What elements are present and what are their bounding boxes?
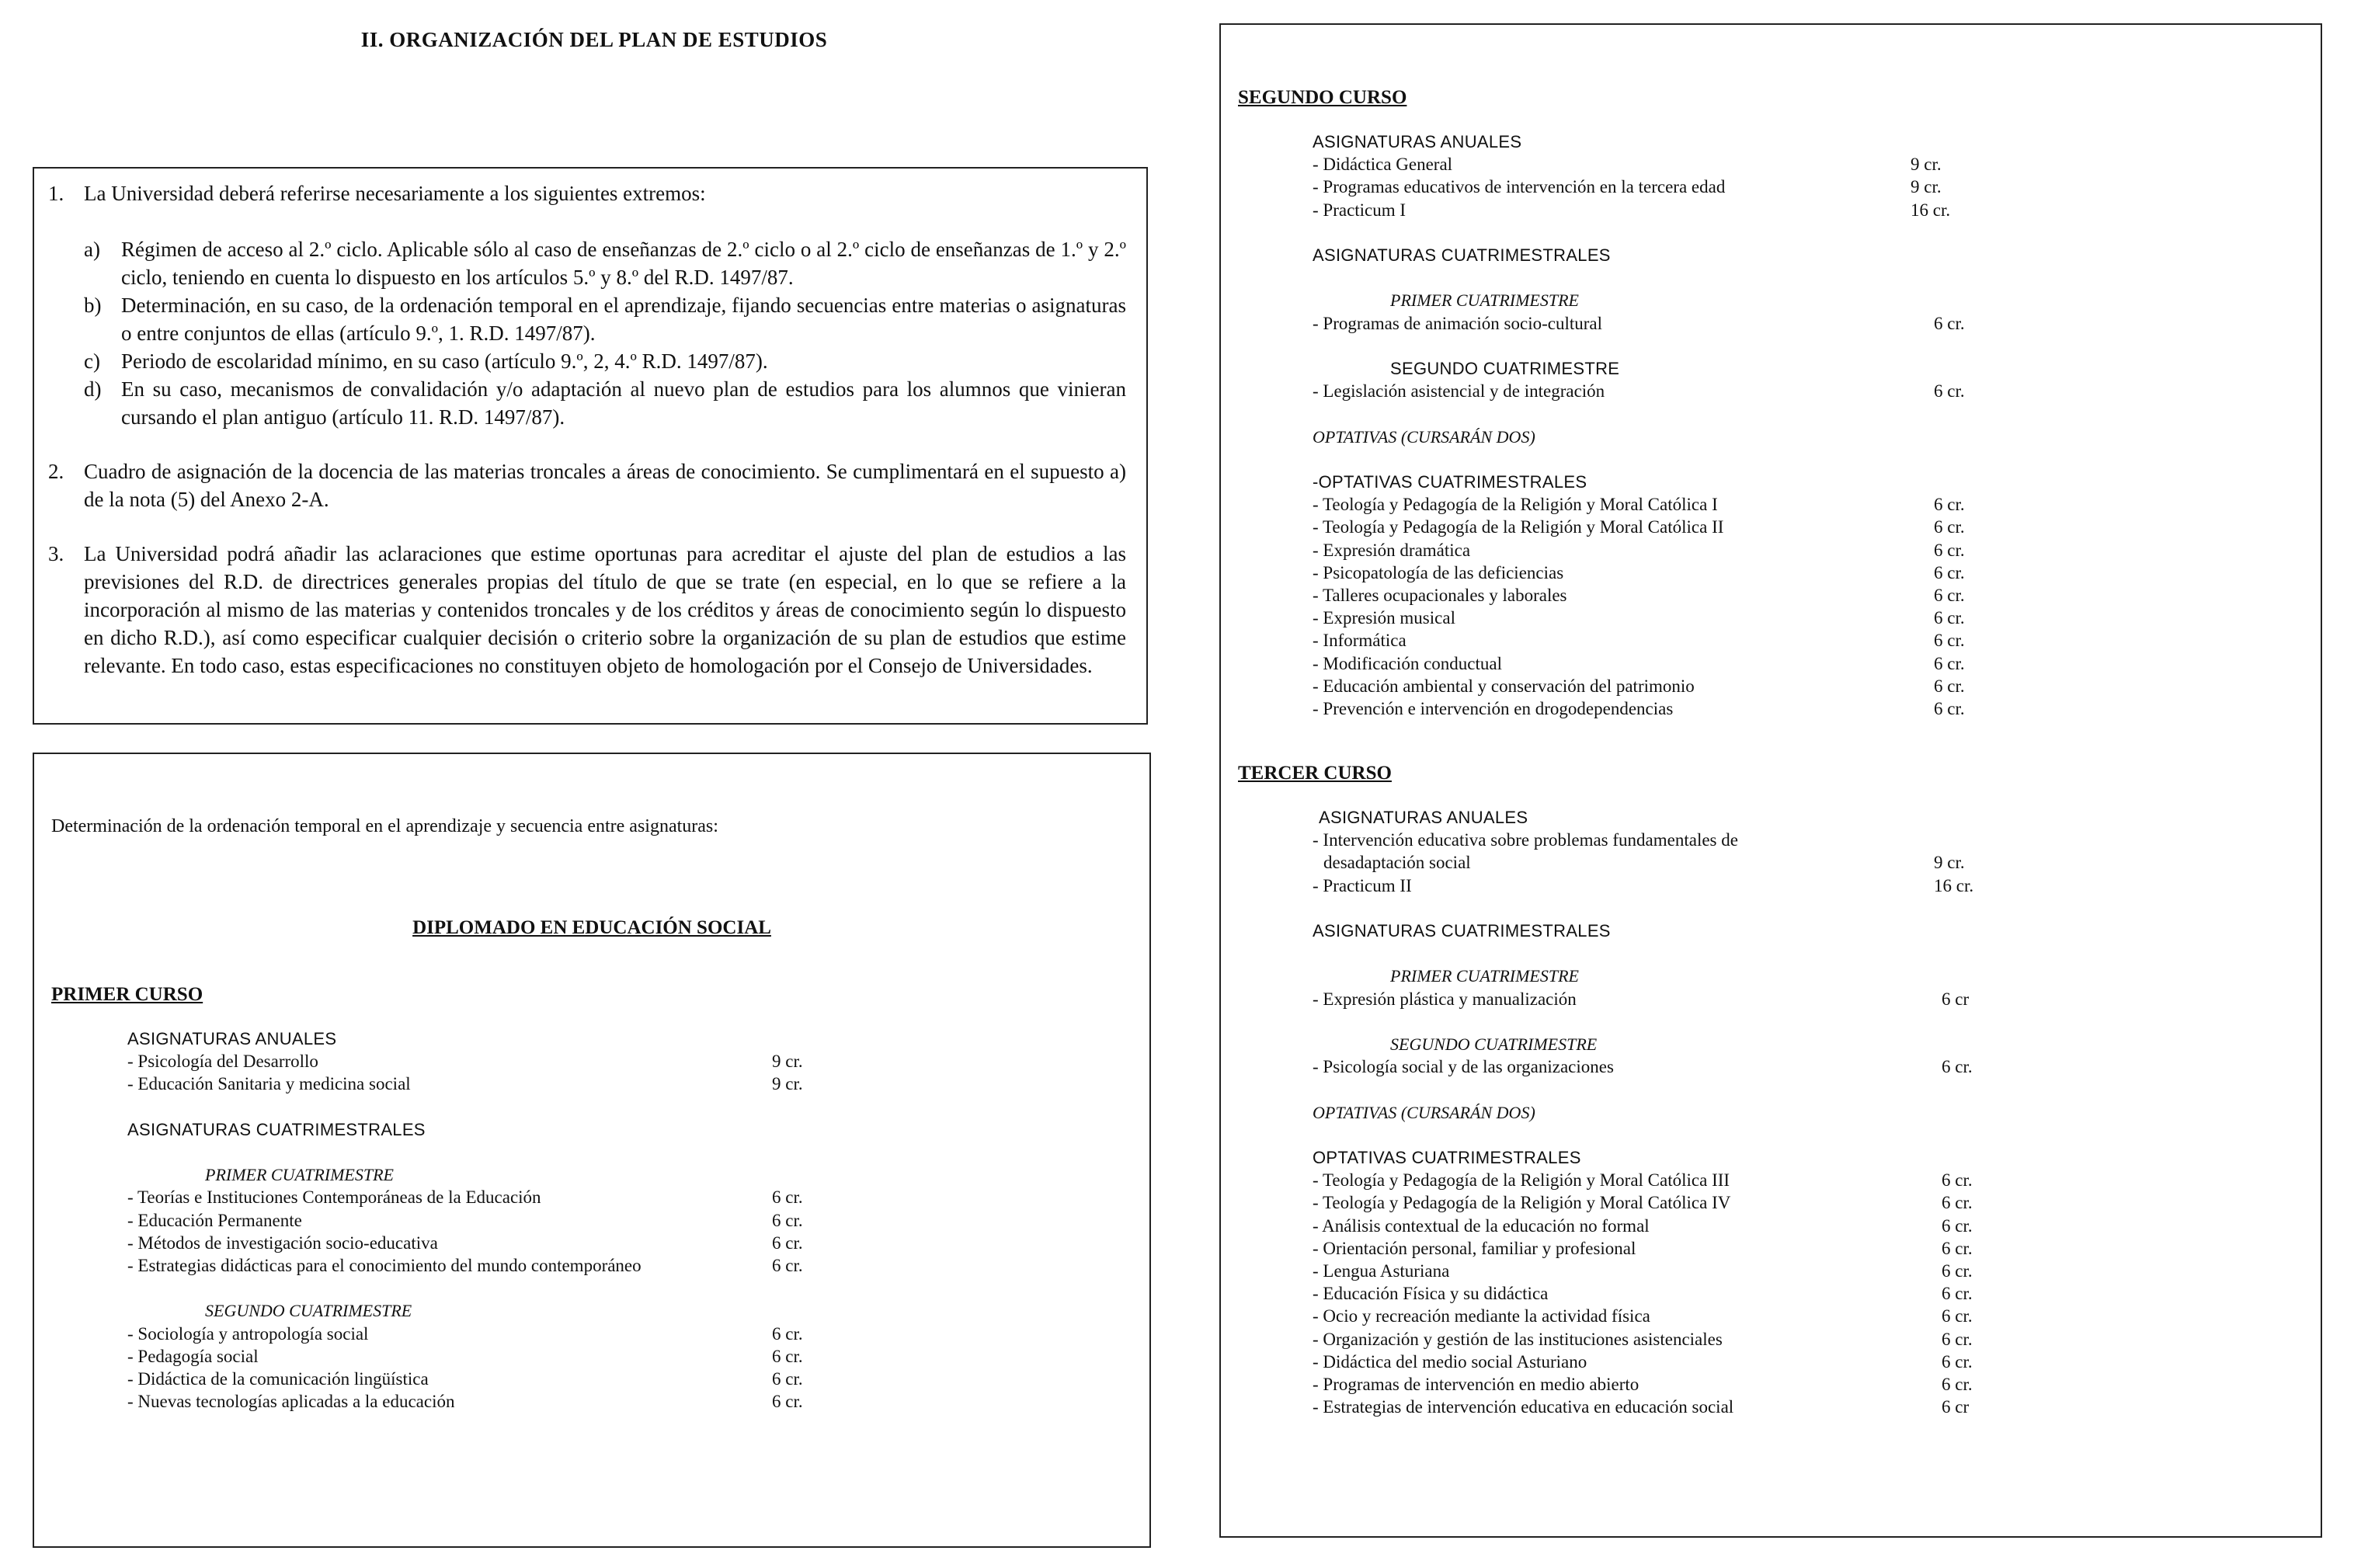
subject-name: - Psicología del Desarrollo — [127, 1052, 318, 1072]
tercer-curso-section — [1313, 806, 2089, 1418]
list-item — [1313, 874, 2089, 897]
subitem-b — [84, 291, 1126, 347]
instructions-content — [48, 179, 1126, 680]
item-number: 3. — [48, 542, 64, 565]
course-title-segundo: SEGUNDO CURSO — [1238, 87, 1407, 108]
credits: 6 cr. — [1942, 1306, 1973, 1326]
item-text: La Universidad podrá añadir las aclaraciones que estime oportunas para acreditar el ajuste del plan de estudios a las previsiones del R.D. de directrices generales propias del título de que se trate (en especial, en lo que se refiere a la incorporación al mismo de las materias y contenidos troncales y de los créditos y áreas de conocimiento según lo dispuesto en dicho R.D.), así como especificar cualquier decisión o criterio sobre la organización de su plan de estudios que estime relevante. En todo caso, estas especificaciones no constituyen objeto de homologación por el Consejo de Universidades. — [84, 542, 1126, 677]
degree-title: DIPLOMADO EN EDUCACIÓN SOCIAL — [412, 917, 771, 938]
list-item — [1313, 516, 2089, 538]
item-number: 1. — [48, 182, 64, 205]
subject-name: - Estrategias de intervención educativa en educación social — [1313, 1397, 1734, 1417]
subject-name: - Educación ambiental y conservación del patrimonio — [1313, 676, 1695, 696]
item-number: 2. — [48, 460, 64, 483]
section-heading: ASIGNATURAS ANUALES — [127, 1029, 337, 1048]
section-heading: ASIGNATURAS ANUALES — [1313, 132, 1522, 151]
section-heading: -OPTATIVAS CUATRIMESTRALES — [1313, 471, 1587, 492]
plan-box-left — [33, 753, 1151, 1548]
list-item — [127, 1368, 826, 1390]
subject-name: - Didáctica General — [1313, 155, 1453, 175]
subsection-heading: SEGUNDO CUATRIMESTRE — [205, 1301, 412, 1321]
credits: 9 cr. — [1911, 155, 1942, 175]
subject-name: - Educación Sanitaria y medicina social — [127, 1074, 411, 1094]
credits: 6 cr. — [1942, 1238, 1973, 1258]
credits: 6 cr — [1942, 989, 1970, 1009]
subject-name: - Expresión musical — [1313, 608, 1455, 628]
subject-name: - Expresión dramática — [1313, 540, 1471, 560]
subitem-d — [84, 375, 1126, 431]
credits: 6 cr. — [772, 1232, 803, 1253]
subitem-text: Régimen de acceso al 2.º ciclo. Aplicable sólo al caso de enseñanzas de 2.º ciclo o al 2.º ciclo de enseñanzas de 1.º y 2.º ciclo, teniendo en cuenta lo dispuesto en los artículos 5.º y 8.º del R.D. 1497/87. — [121, 238, 1126, 289]
list-item — [1313, 1260, 2089, 1282]
list-item — [127, 1390, 826, 1413]
list-item — [1313, 629, 2089, 652]
list-item — [1313, 176, 2089, 198]
list-item — [1313, 199, 2089, 221]
list-item — [1313, 988, 2089, 1010]
subject-name: - Psicología social y de las organizaciones — [1313, 1057, 1614, 1077]
subject-name: - Modificación conductual — [1313, 653, 1502, 673]
credits: 9 cr. — [772, 1052, 803, 1072]
subject-name: - Expresión plástica y manualización — [1313, 989, 1577, 1009]
subject-name: - Talleres ocupacionales y laborales — [1313, 585, 1567, 605]
subject-name: - Teología y Pedagogía de la Religión y Moral Católica IV — [1313, 1193, 1731, 1213]
subject-name: - Teología y Pedagogía de la Religión y Moral Católica III — [1313, 1170, 1730, 1191]
credits: 6 cr. — [1942, 1193, 1973, 1213]
subitem-text: En su caso, mecanismos de convalidación y/o adaptación al nuevo plan de estudios para los alumnos que vinieran cursando el plan antiguo (artículo 11. R.D. 1497/87). — [121, 377, 1126, 429]
credits: 16 cr. — [1934, 875, 1974, 895]
list-item — [127, 1186, 826, 1208]
credits: 6 cr. — [1942, 1260, 1973, 1281]
subject-name: - Teorías e Instituciones Contemporáneas de la Educación — [127, 1187, 541, 1208]
credits: 6 cr. — [772, 1323, 803, 1344]
optativas-note: OPTATIVAS (CURSARÁN DOS) — [1313, 1102, 1535, 1122]
subject-name: - Practicum II — [1313, 875, 1412, 895]
list-item — [1313, 312, 2089, 335]
item-text: Cuadro de asignación de la docencia de las materias troncales a áreas de conocimiento. Se cumplimentará en el supuesto a) de la nota (5) del Anexo 2-A. — [84, 460, 1126, 511]
section-heading: ASIGNATURAS ANUALES — [1319, 808, 1528, 827]
subject-name: - Educación Permanente — [127, 1210, 302, 1230]
subject-name: desadaptación social — [1323, 853, 1471, 873]
credits: 6 cr. — [1942, 1215, 1973, 1236]
subject-name: - Programas educativos de intervención en la tercera edad — [1313, 177, 1726, 197]
segundo-curso-section — [1313, 130, 2089, 720]
credits: 6 cr. — [1942, 1329, 1973, 1349]
list-item — [1313, 539, 2089, 561]
plan-box-right — [1219, 23, 2322, 1538]
list-item — [127, 1073, 826, 1095]
list-item — [1313, 607, 2089, 629]
subitem-letter: d) — [84, 377, 102, 401]
list-item — [1313, 584, 2089, 607]
credits: 6 cr. — [1942, 1057, 1973, 1077]
instruction-item-1 — [48, 179, 1126, 207]
course-title-primer: PRIMER CURSO — [51, 984, 203, 1005]
section-heading: ASIGNATURAS CUATRIMESTRALES — [127, 1119, 426, 1139]
subsection-heading: PRIMER CUATRIMESTRE — [1390, 290, 1579, 311]
credits: 6 cr. — [1942, 1375, 1973, 1394]
list-item — [1313, 493, 2089, 516]
subsection-heading: SEGUNDO CUATRIMESTRE — [1390, 1034, 1598, 1054]
credits: 9 cr. — [1934, 853, 1965, 873]
list-item — [1313, 1305, 2089, 1327]
list-item — [1313, 1055, 2089, 1078]
subject-name: - Intervención educativa sobre problemas fundamentales de — [1313, 830, 1738, 850]
list-item — [127, 1209, 826, 1232]
credits: 6 cr. — [1934, 381, 1965, 402]
credits: 6 cr. — [1934, 608, 1965, 628]
subitem-a — [84, 235, 1126, 291]
credits: 6 cr. — [1934, 562, 1965, 582]
section-heading: ASIGNATURAS CUATRIMESTRALES — [1313, 245, 1611, 265]
credits: 6 cr. — [772, 1210, 803, 1230]
subject-name: - Estrategias didácticas para el conocimiento del mundo contemporáneo — [127, 1256, 642, 1275]
list-item — [127, 1254, 826, 1277]
subject-name: - Análisis contextual de la educación no formal — [1313, 1215, 1650, 1236]
list-item — [127, 1050, 826, 1073]
subject-name: - Psicopatología de las deficiencias — [1313, 562, 1564, 582]
credits: 6 cr. — [772, 1256, 803, 1275]
subject-name: - Organización y gestión de las instituciones asistenciales — [1313, 1329, 1723, 1349]
credits: 6 cr — [1942, 1397, 1970, 1417]
credits: 6 cr. — [1934, 495, 1965, 515]
subject-name: - Teología y Pedagogía de la Religión y Moral Católica II — [1313, 517, 1724, 537]
item-text: La Universidad deberá referirse necesariamente a los siguientes extremos: — [84, 182, 706, 205]
list-item — [1313, 1396, 2089, 1418]
subject-name: - Ocio y recreación mediante la actividad física — [1313, 1306, 1650, 1326]
subject-name: - Nuevas tecnologías aplicadas a la educación — [127, 1392, 455, 1412]
credits: 16 cr. — [1911, 200, 1951, 220]
credits: 9 cr. — [1911, 177, 1942, 197]
subject-name: - Practicum I — [1313, 200, 1406, 220]
section-heading: OPTATIVAS CUATRIMESTRALES — [1313, 1147, 1581, 1167]
credits: 6 cr. — [1934, 676, 1965, 696]
list-item — [1313, 1215, 2089, 1237]
subject-name: - Didáctica de la comunicación lingüística — [127, 1369, 429, 1389]
course-title-tercer: TERCER CURSO — [1238, 763, 1392, 784]
subsection-heading: PRIMER CUATRIMESTRE — [1390, 966, 1579, 986]
list-item — [1313, 153, 2089, 176]
list-item — [1313, 1169, 2089, 1191]
section-heading: ASIGNATURAS CUATRIMESTRALES — [1313, 921, 1611, 940]
primer-curso-section — [127, 1027, 826, 1413]
list-item — [1313, 1237, 2089, 1260]
subject-name: - Programas de intervención en medio abierto — [1313, 1375, 1639, 1394]
subject-name: - Didáctica del medio social Asturiano — [1313, 1351, 1587, 1372]
credits: 6 cr. — [1934, 585, 1965, 605]
subsection-heading: SEGUNDO CUATRIMESTRE — [1390, 358, 1620, 378]
subject-name: - Programas de animación socio-cultural — [1313, 313, 1602, 333]
instructions-box — [33, 167, 1148, 725]
credits: 6 cr. — [1934, 699, 1965, 718]
list-item — [1313, 1191, 2089, 1214]
list-item — [127, 1232, 826, 1254]
list-item — [127, 1323, 826, 1345]
subject-name: - Informática — [1313, 631, 1406, 651]
credits: 6 cr. — [1934, 313, 1965, 333]
credits: 6 cr. — [1942, 1170, 1973, 1191]
subitem-text: Periodo de escolaridad mínimo, en su caso (artículo 9.º, 2, 4.º R.D. 1497/87). — [121, 349, 768, 373]
subitem-c — [84, 347, 1126, 375]
subitem-letter: b) — [84, 294, 102, 317]
list-item — [1313, 1282, 2089, 1305]
list-item — [1313, 380, 2089, 402]
credits: 6 cr. — [1934, 631, 1965, 651]
list-item — [1313, 1351, 2089, 1373]
subject-name: - Lengua Asturiana — [1313, 1260, 1450, 1281]
subject-name: - Educación Física y su didáctica — [1313, 1284, 1549, 1304]
credits: 6 cr. — [772, 1187, 803, 1208]
credits: 6 cr. — [772, 1369, 803, 1389]
list-item — [1313, 1373, 2089, 1396]
credits: 6 cr. — [772, 1346, 803, 1366]
credits: 6 cr. — [1942, 1284, 1973, 1304]
credits: 6 cr. — [772, 1392, 803, 1412]
plan-intro: Determinación de la ordenación temporal en el aprendizaje y secuencia entre asignaturas: — [51, 816, 718, 836]
subject-name: - Teología y Pedagogía de la Religión y Moral Católica I — [1313, 495, 1718, 515]
credits: 9 cr. — [772, 1074, 803, 1094]
credits: 6 cr. — [1934, 517, 1965, 537]
subject-name: - Orientación personal, familiar y profesional — [1313, 1238, 1636, 1258]
list-item — [1313, 697, 2089, 720]
subject-name: - Sociología y antropología social — [127, 1323, 369, 1344]
credits: 6 cr. — [1942, 1351, 1973, 1372]
subject-name: - Pedagogía social — [127, 1346, 259, 1366]
list-item — [127, 1345, 826, 1368]
credits: 6 cr. — [1934, 540, 1965, 560]
subject-name: - Legislación asistencial y de integración — [1313, 381, 1605, 402]
list-item — [1313, 1328, 2089, 1351]
subitem-letter: c) — [84, 349, 100, 373]
subject-name: - Métodos de investigación socio-educativa — [127, 1232, 438, 1253]
subject-name: - Prevención e intervención en drogodependencias — [1313, 699, 1674, 718]
list-item — [1313, 561, 2089, 584]
subitem-text: Determinación, en su caso, de la ordenación temporal en el aprendizaje, fijando secuencias entre materias o asignaturas o entre conjuntos de ellas (artículo 9.º, 1. R.D. 1497/87). — [121, 294, 1126, 345]
subsection-heading: PRIMER CUATRIMESTRE — [205, 1165, 394, 1185]
list-item — [1313, 675, 2089, 697]
list-item — [1313, 829, 2089, 851]
credits: 6 cr. — [1934, 653, 1965, 673]
optativas-note: OPTATIVAS (CURSARÁN DOS) — [1313, 426, 1535, 447]
instruction-item-3 — [48, 540, 1126, 680]
list-item — [1313, 851, 2089, 874]
list-item — [1313, 652, 2089, 675]
instruction-item-2 — [48, 457, 1126, 513]
subitem-letter: a) — [84, 238, 100, 261]
page-title: II. ORGANIZACIÓN DEL PLAN DE ESTUDIOS — [360, 28, 828, 51]
